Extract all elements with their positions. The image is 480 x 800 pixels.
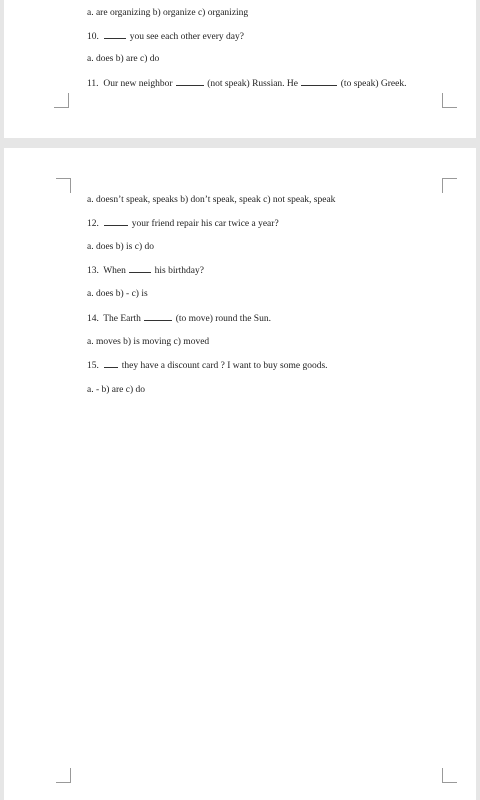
question-number: 15. (87, 361, 99, 371)
question-number: 13. (87, 266, 99, 276)
question-number: 14. (87, 314, 99, 324)
question-number: 10. (87, 32, 99, 42)
question-12 (87, 217, 279, 230)
answer-blank (104, 30, 126, 39)
question-10 (87, 30, 244, 43)
question-text-part1: The Earth (103, 314, 141, 324)
document-page-2 (4, 148, 476, 800)
question-11 (87, 77, 406, 90)
question-text: they have a discount card ? I want to buy some goods. (121, 361, 328, 371)
answer-options-9: a. are organizing b) organize c) organizing (87, 8, 249, 18)
answer-options-10: a. does b) are c) do (87, 54, 160, 64)
answer-blank (104, 217, 128, 226)
answer-blank (129, 264, 151, 273)
answer-options-14: a. moves b) is moving c) moved (87, 337, 210, 347)
question-text-part2: his birthday? (154, 266, 204, 276)
margin-corner-mark (442, 768, 457, 783)
question-text: you see each other every day? (129, 32, 244, 42)
question-text-part3: (to speak) Greek. (340, 79, 407, 89)
question-13 (87, 264, 204, 277)
question-text-part1: Our new neighbor (103, 79, 173, 89)
answer-options-13: a. does b) - c) is (87, 289, 148, 299)
answer-blank (104, 359, 118, 368)
answer-options-11: a. doesn’t speak, speaks b) don’t speak, speak c) not speak, speak (87, 195, 336, 205)
margin-corner-mark (56, 178, 71, 193)
question-number: 12. (87, 219, 99, 229)
answer-options-12: a. does b) is c) do (87, 242, 155, 252)
answer-blank (176, 77, 204, 86)
answer-blank (301, 77, 337, 86)
margin-corner-mark (56, 768, 71, 783)
margin-corner-mark (442, 93, 457, 108)
question-text-part1: When (103, 266, 126, 276)
answer-options-15: a. - b) are c) do (87, 385, 146, 395)
question-text: your friend repair his car twice a year? (131, 219, 279, 229)
question-text-part2: (to move) round the Sun. (175, 314, 271, 324)
answer-blank (144, 312, 172, 321)
question-text-part2: (not speak) Russian. He (207, 79, 299, 89)
question-number: 11. (87, 79, 99, 89)
margin-corner-mark (442, 178, 457, 193)
margin-corner-mark (54, 93, 69, 108)
question-15 (87, 359, 328, 372)
document-page-1 (4, 0, 476, 138)
question-14 (87, 312, 271, 325)
